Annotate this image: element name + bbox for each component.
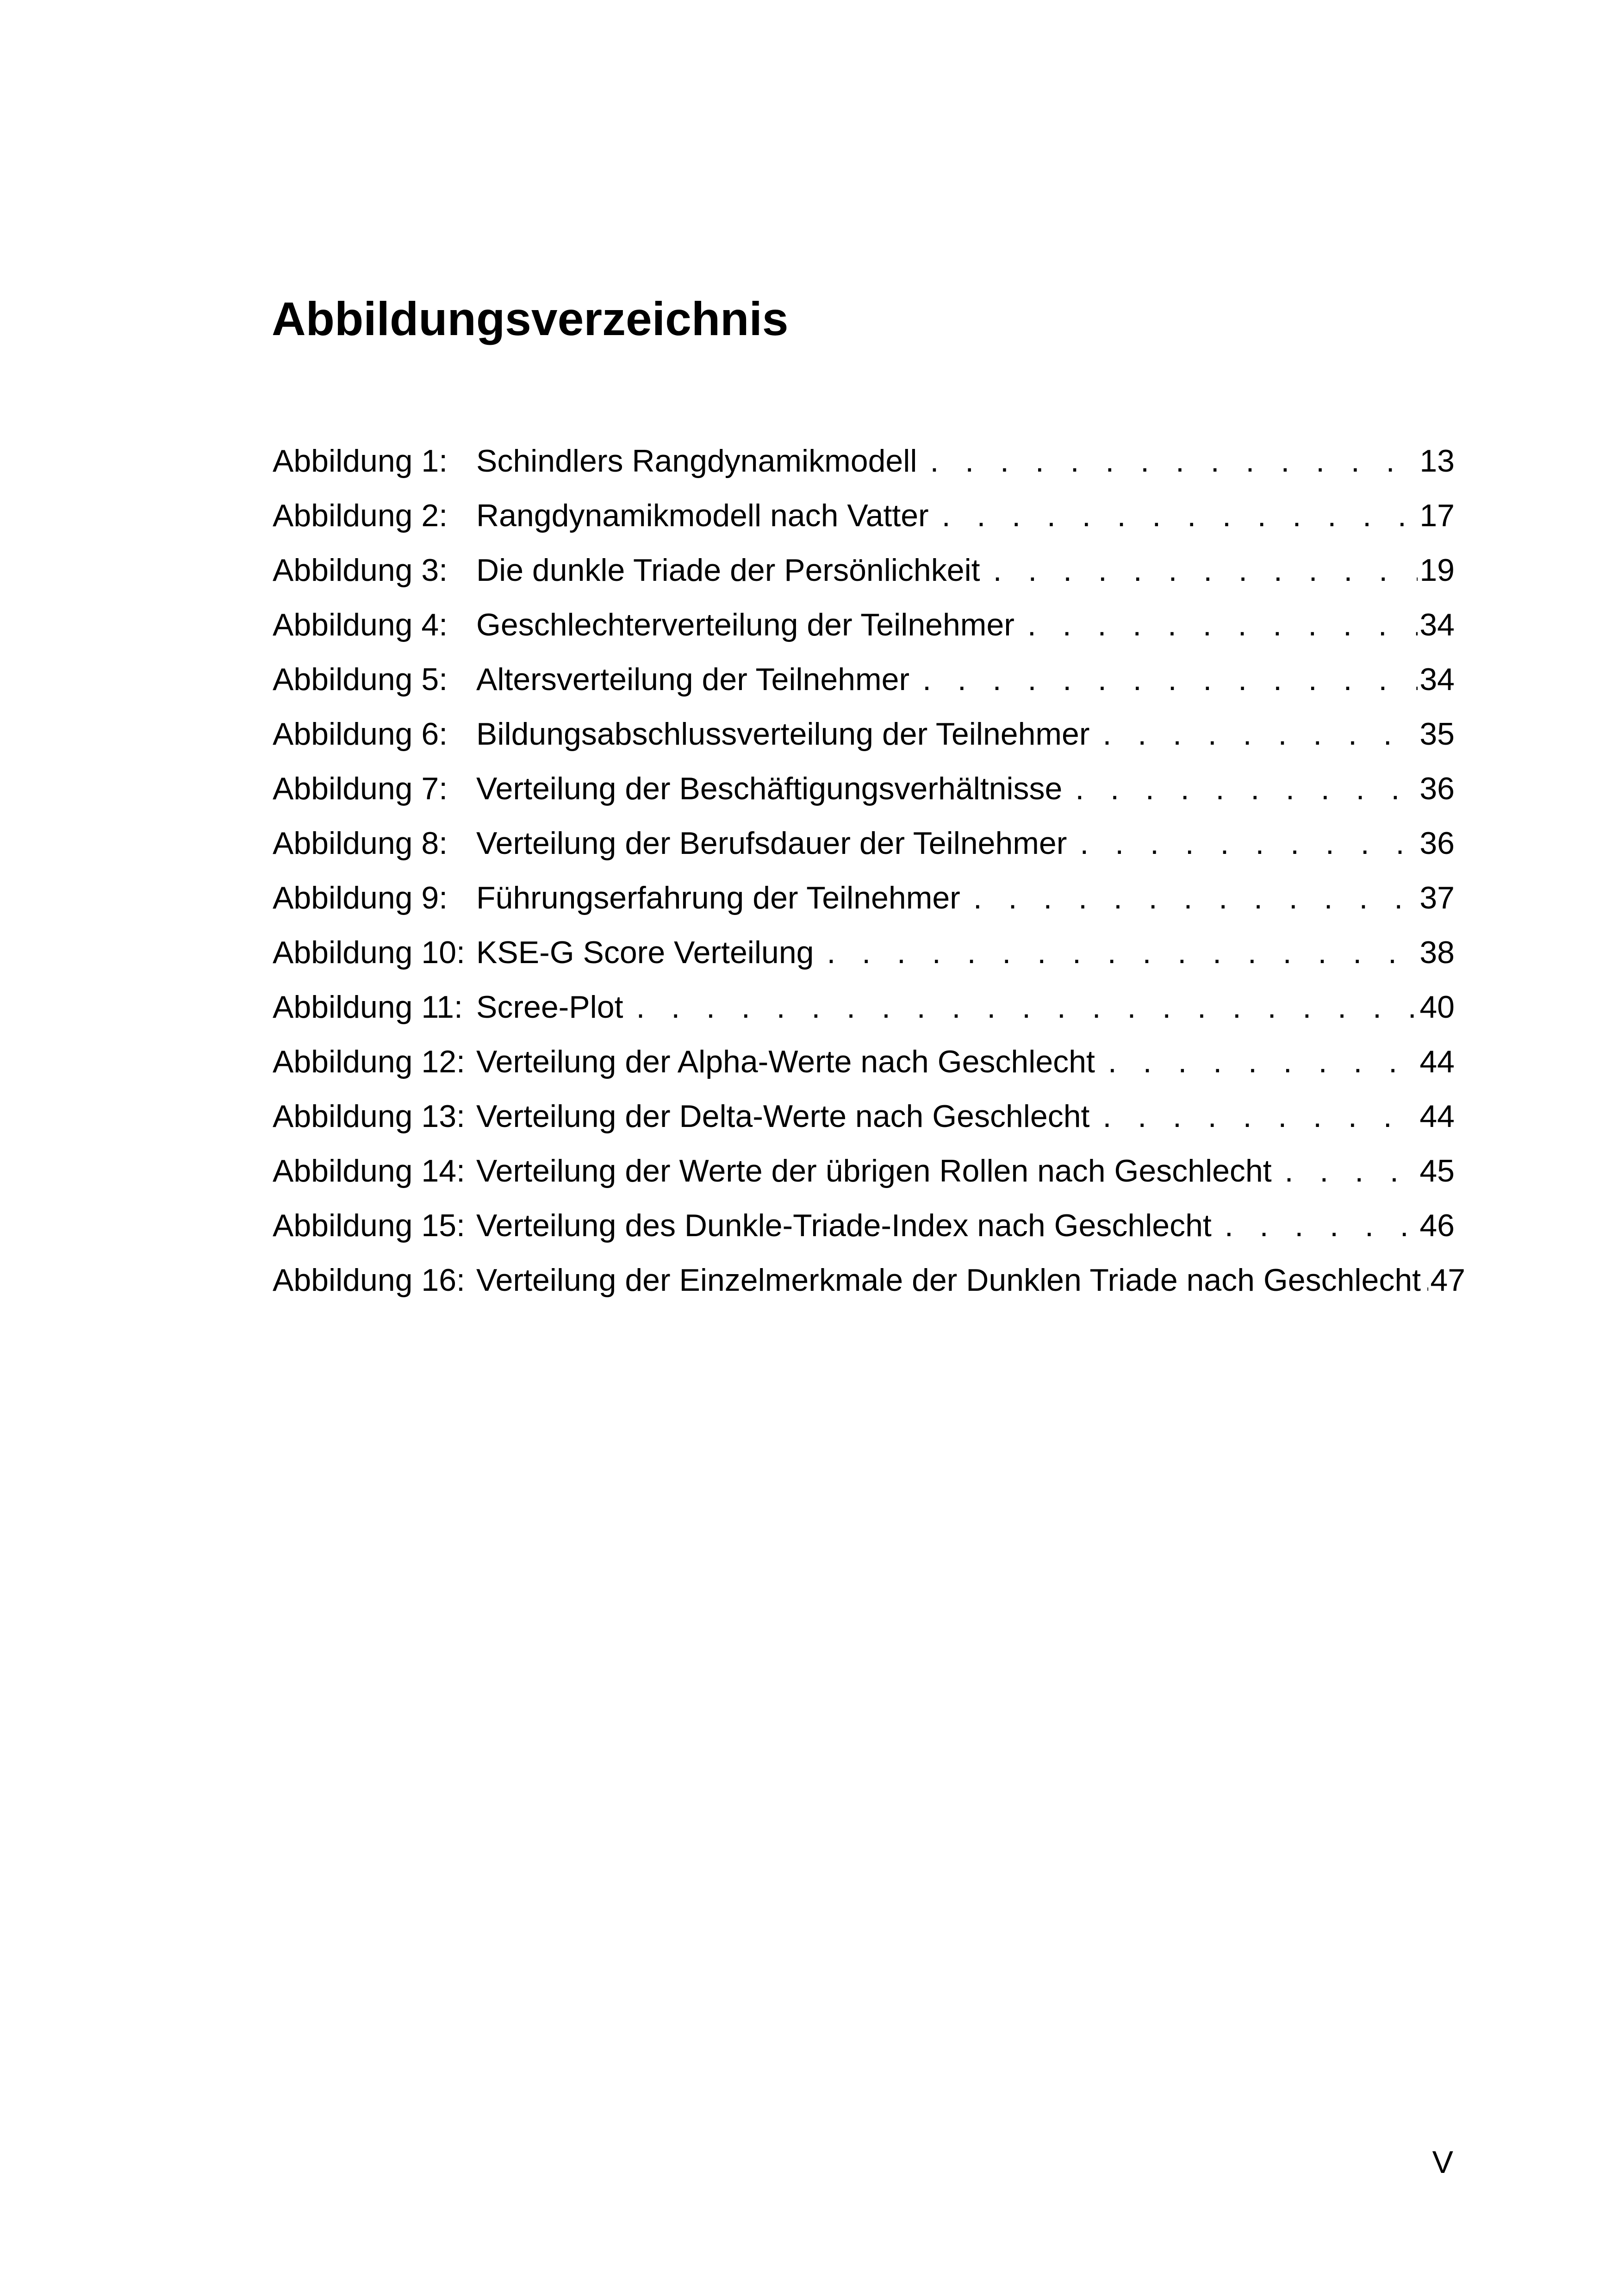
figure-entry-8[interactable] [273,816,1455,871]
dot-leader [1212,1198,1418,1253]
page-title: Abbildungsverzeichnis [272,292,789,345]
figure-page: 37 [1419,880,1455,915]
figure-label: Abbildung 11: [273,989,463,1025]
figure-entry-14[interactable] [273,1144,1455,1198]
figure-title: Die dunkle Triade der Persönlichkeit [476,553,980,588]
figure-entry-7[interactable] [273,761,1455,816]
figure-entry-9[interactable] [273,871,1455,925]
figure-title: Geschlechterverteilung der Teilnehmer [476,607,1014,642]
figure-title: Verteilung der Alpha-Werte nach Geschlecht [476,1044,1095,1079]
figure-page: 45 [1419,1153,1455,1188]
figure-label: Abbildung 5: [273,662,448,697]
figure-label: Abbildung 3: [273,553,448,588]
list-of-figures [273,434,1466,1307]
figure-entry-13[interactable] [273,1089,1455,1144]
dot-leader [1095,1034,1418,1089]
figure-label: Abbildung 13: [273,1099,465,1134]
figure-label: Abbildung 2: [273,498,448,533]
dot-leader [909,652,1418,707]
figure-title: Rangdynamikmodell nach Vatter [476,498,929,533]
dot-leader [814,925,1418,980]
figure-entry-1[interactable] [273,434,1455,488]
figure-title: Bildungsabschlussverteilung der Teilnehmer [476,716,1090,752]
figure-entry-5[interactable] [273,652,1455,707]
dot-leader [1067,816,1418,871]
figure-label: Abbildung 4: [273,607,448,642]
figure-title: Verteilung der Einzelmerkmale der Dunklen Triade nach Geschlecht [476,1263,1421,1298]
figure-title: Schindlers Rangdynamikmodell [476,443,917,479]
dot-leader [1272,1144,1418,1198]
figure-label: Abbildung 14: [273,1153,465,1188]
figure-title: Verteilung des Dunkle-Triade-Index nach Geschlecht [476,1208,1212,1243]
dot-leader [1421,1253,1428,1307]
figure-label: Abbildung 1: [273,443,448,479]
figure-entry-11[interactable] [273,980,1455,1034]
figure-entry-2[interactable] [273,488,1455,543]
figure-label: Abbildung 12: [273,1044,465,1079]
dot-leader [1089,1089,1418,1144]
figure-label: Abbildung 9: [273,880,448,915]
figure-page: 34 [1419,662,1455,697]
figure-page: 47 [1430,1263,1466,1298]
figure-title: Verteilung der Werte der übrigen Rollen nach Geschlecht [476,1153,1272,1188]
figure-title: KSE-G Score Verteilung [476,935,814,970]
figure-entry-4[interactable] [273,597,1455,652]
figure-page: 36 [1419,771,1455,806]
figure-page: 34 [1419,607,1455,642]
figure-page: 17 [1419,498,1455,533]
figure-title: Verteilung der Beschäftigungsverhältnisse [476,771,1063,806]
figure-label: Abbildung 6: [273,716,448,752]
dot-leader [917,434,1418,488]
figure-title: Altersverteilung der Teilnehmer [476,662,910,697]
dot-leader [929,488,1418,543]
figure-label: Abbildung 8: [273,826,448,861]
page-number: V [1432,2145,1453,2180]
figure-entry-3[interactable] [273,543,1455,597]
figure-page: 38 [1419,935,1455,970]
dot-leader [1014,597,1418,652]
figure-page: 46 [1419,1208,1455,1243]
dot-leader [980,543,1418,597]
figure-title: Scree-Plot [476,989,623,1025]
figure-page: 19 [1419,553,1455,588]
dot-leader [1062,761,1418,816]
figure-page: 13 [1419,443,1455,479]
figure-entry-16[interactable] [273,1253,1466,1307]
dot-leader [1090,707,1418,761]
dot-leader [960,871,1418,925]
figure-page: 44 [1419,1044,1455,1079]
figure-label: Abbildung 15: [273,1208,465,1243]
figure-page: 36 [1419,826,1455,861]
figure-label: Abbildung 16: [273,1263,465,1298]
figure-page: 44 [1419,1099,1455,1134]
figure-title: Verteilung der Delta-Werte nach Geschlecht [476,1099,1090,1134]
figure-title: Verteilung der Berufsdauer der Teilnehmer [476,826,1067,861]
figure-page: 35 [1419,716,1455,752]
figure-entry-10[interactable] [273,925,1455,980]
figure-entry-15[interactable] [273,1198,1455,1253]
figure-label: Abbildung 10: [273,935,465,970]
figure-label: Abbildung 7: [273,771,448,806]
figure-title: Führungserfahrung der Teilnehmer [476,880,960,915]
figure-page: 40 [1419,989,1455,1025]
figure-entry-12[interactable] [273,1034,1455,1089]
figure-entry-6[interactable] [273,707,1455,761]
dot-leader [623,980,1418,1034]
